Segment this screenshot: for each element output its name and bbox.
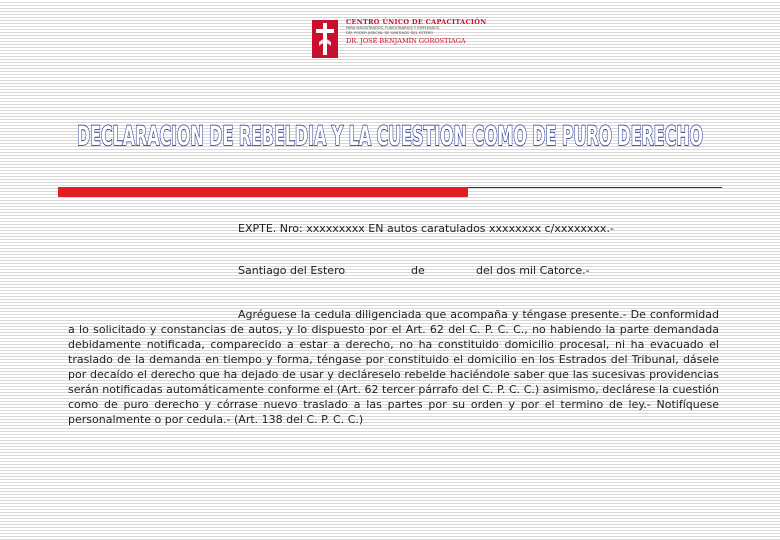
expediente-line: EXPTE. Nro: xxxxxxxxx EN autos caratulados xxxxxxxx c/xxxxxxxx.- <box>238 222 614 235</box>
logo-subtitle-2: DEL PODER JUDICIAL DE SANTIAGO DEL ESTERO <box>346 31 434 35</box>
document-title-text: DECLARACION DE REBELDIA Y LA CUESTION COMO DE PURO DERECHO <box>77 121 703 152</box>
date-de: de <box>411 264 425 277</box>
title-red-divider <box>58 187 468 197</box>
cross-emblem-icon <box>312 20 338 58</box>
logo-patron-name: DR. JOSÉ BENJAMÍN GOROSTIAGA <box>346 37 466 45</box>
date-place: Santiago del Estero <box>238 264 346 277</box>
title-thin-divider <box>468 187 722 188</box>
logo-subtitle-1: PARA MAGISTRADOS, FUNCIONARIOS Y EMPLEADOS <box>346 26 440 30</box>
document-title <box>70 115 710 155</box>
date-year: del dos mil Catorce.- <box>476 264 590 277</box>
logo-institution-name: CENTRO ÚNICO DE CAPACITACIÓN <box>346 18 487 26</box>
institution-logo <box>312 18 487 62</box>
resolution-body: Agréguese la cedula diligenciada que acompaña y téngase presente.- De conformidad a lo solicitado y constancias de autos, y lo dispuesto por el Art. 62 del C. P. C. C., no habiendo la parte demandada debidamente notificada, comparecido a estar a derecho, no ha constituido domicilio procesal, ni ha evacuado el traslado de la demanda en tiempo y forma, téngase por constituido el domicilio en los Estrados del Tribunal, dásele por decaído el derecho que ha dejado de usar y decláreselo rebelde haciéndole saber que las sucesivas providencias serán notificadas automáticamente conforme el (Art. 62 tercer párrafo del C. P. C. C.) asimismo, declárese la cuestión como de puro derecho y córrase nuevo traslado a las partes por su orden y por el termino de ley.- Notifíquese personalmente o por cedula.- (Art. 138 del C. P. C. C.) <box>68 308 719 426</box>
logo-text <box>346 18 487 46</box>
